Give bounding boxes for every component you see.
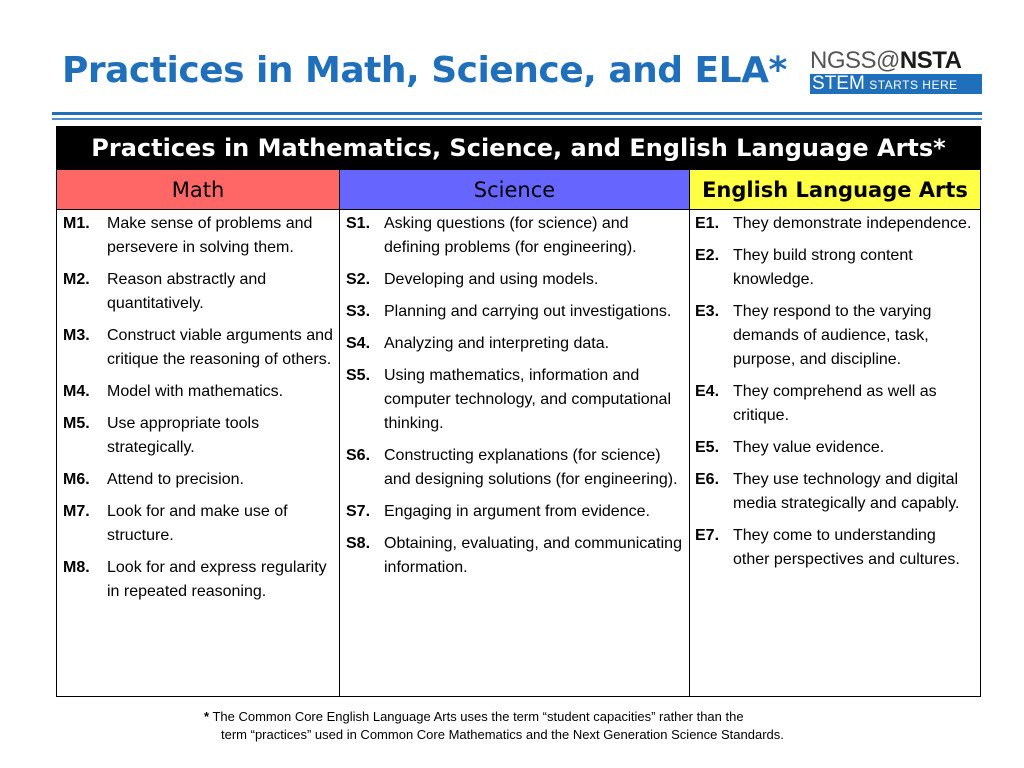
practice-text: Use appropriate tools strategically.	[107, 415, 260, 456]
science-column	[340, 210, 690, 696]
practice-text: They comprehend as well as critique.	[733, 383, 937, 424]
practice-code: S4.	[346, 335, 371, 352]
practice-text: Using mathematics, information and computer technology, and computational thinking.	[384, 367, 671, 432]
practice-code: S7.	[346, 503, 371, 520]
practice-code: M2.	[63, 271, 90, 288]
science-practice-item	[340, 212, 689, 260]
practice-code: M4.	[63, 383, 90, 400]
math-practice-item	[57, 556, 339, 604]
practice-text: Reason abstractly and quantitatively.	[107, 271, 267, 312]
practice-code: E1.	[695, 215, 720, 232]
math-practice-item	[57, 380, 339, 404]
science-practice-item	[340, 444, 689, 492]
practice-text: Construct viable arguments and critique the reasoning of others.	[107, 327, 333, 368]
practice-code: S6.	[346, 447, 371, 464]
science-practice-item	[340, 500, 689, 524]
practice-text: Make sense of problems and persevere in solving them.	[107, 215, 313, 256]
logo-ngss-text: NGSS@	[810, 47, 900, 74]
math-practice-item	[57, 324, 339, 372]
table-header: Practices in Mathematics, Science, and English Language Arts*	[57, 127, 980, 170]
footnote-line-1	[204, 708, 784, 726]
science-practice-item	[340, 300, 689, 324]
practice-text: They build strong content knowledge.	[733, 247, 913, 288]
footnote-text-1: The Common Core English Language Arts uses the term “student capacities” rather than the	[212, 709, 744, 724]
ela-practice-item	[690, 524, 980, 572]
practice-text: They value evidence.	[733, 439, 885, 456]
science-practice-item	[340, 268, 689, 292]
ela-column	[690, 210, 980, 696]
math-column-header: Math	[57, 170, 340, 210]
ela-practice-item	[690, 468, 980, 516]
title-divider	[52, 112, 982, 115]
practice-code: S8.	[346, 535, 371, 552]
practice-code: M5.	[63, 415, 90, 432]
page-title: Practices in Math, Science, and ELA*	[62, 50, 787, 91]
practice-text: They use technology and digital media strategically and capably.	[733, 471, 960, 512]
footnote	[204, 708, 784, 744]
practice-code: S1.	[346, 215, 371, 232]
practice-text: Obtaining, evaluating, and communicating information.	[384, 535, 682, 576]
ela-practice-item	[690, 380, 980, 428]
practice-text: Look for and express regularity in repeated reasoning.	[107, 559, 327, 600]
practice-text: Developing and using models.	[384, 271, 599, 288]
science-column-header: Science	[340, 170, 690, 210]
practice-code: M7.	[63, 503, 90, 520]
practice-text: Look for and make use of structure.	[107, 503, 288, 544]
practice-text: Engaging in argument from evidence.	[384, 503, 650, 520]
practice-text: Constructing explanations (for science) and designing solutions (for engineering).	[384, 447, 678, 488]
practice-text: Planning and carrying out investigations.	[384, 303, 672, 320]
logo-tagline: STARTS HERE	[869, 78, 958, 92]
math-column	[57, 210, 340, 696]
science-practice-item	[340, 332, 689, 356]
practice-code: S2.	[346, 271, 371, 288]
practice-code: E3.	[695, 303, 720, 320]
logo-banner	[810, 74, 982, 94]
practice-code: S3.	[346, 303, 371, 320]
practice-text: They come to understanding other perspectives and cultures.	[733, 527, 960, 568]
practice-code: E6.	[695, 471, 720, 488]
math-practice-item	[57, 268, 339, 316]
practice-text: Asking questions (for science) and defining problems (for engineering).	[384, 215, 637, 256]
science-practice-item	[340, 364, 689, 436]
footnote-star: *	[204, 709, 210, 724]
footnote-text-2: term “practices” used in Common Core Mathematics and the Next Generation Science Standards.	[221, 727, 784, 742]
math-practice-item	[57, 468, 339, 492]
logo-wordmark	[810, 48, 982, 74]
practice-code: E7.	[695, 527, 720, 544]
logo-stem-text: STEM	[812, 73, 865, 94]
title-divider-secondary	[52, 118, 982, 120]
practice-code: M6.	[63, 471, 90, 488]
practice-text: Model with mathematics.	[107, 383, 284, 400]
practice-code: E5.	[695, 439, 720, 456]
ela-practice-item	[690, 436, 980, 460]
practice-code: M1.	[63, 215, 90, 232]
logo-nsta-text: NSTA	[899, 47, 962, 74]
science-practice-item	[340, 532, 689, 580]
practice-text: They demonstrate independence.	[733, 215, 972, 232]
math-practice-item	[57, 212, 339, 260]
ela-column-header: English Language Arts	[690, 170, 980, 210]
practice-text: Attend to precision.	[107, 471, 244, 488]
practice-code: M3.	[63, 327, 90, 344]
practice-text: They respond to the varying demands of audience, task, purpose, and discipline.	[733, 303, 932, 368]
practice-text: Analyzing and interpreting data.	[384, 335, 610, 352]
practices-table	[56, 126, 981, 697]
math-practice-item	[57, 412, 339, 460]
math-practice-item	[57, 500, 339, 548]
ela-practice-item	[690, 212, 980, 236]
practice-code: E4.	[695, 383, 720, 400]
ela-practice-item	[690, 300, 980, 372]
ela-practice-item	[690, 244, 980, 292]
practice-code: M8.	[63, 559, 90, 576]
practice-code: E2.	[695, 247, 720, 264]
ngss-nsta-logo	[810, 48, 982, 98]
practice-code: S5.	[346, 367, 371, 384]
